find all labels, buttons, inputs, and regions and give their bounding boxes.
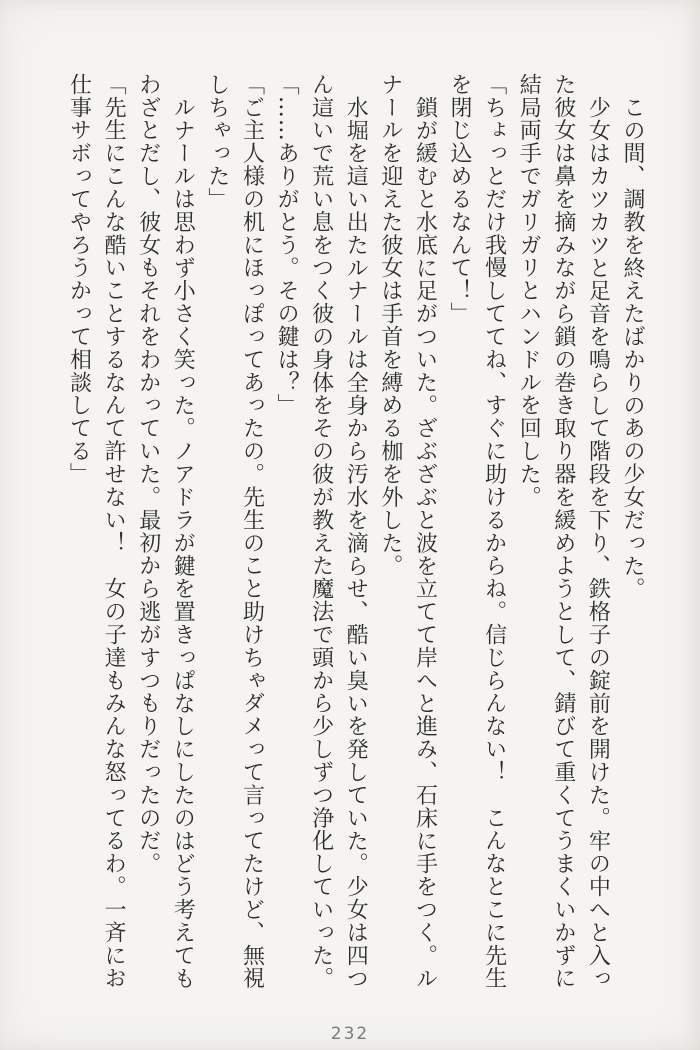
paragraph-7-dialogue: 「ご主人様の机にほっぽってあったの。先生のこと助けちゃダメって言ってたけど、無視しちゃった」 <box>204 73 265 990</box>
paragraph-3-dialogue: 「ちょっとだけ我慢しててね、すぐに助けるからね。信じらんない！ こんなとこに先生を閉じ込めるなんて！」 <box>447 73 507 990</box>
paragraph-9-dialogue: 「先生にこんな酷いことするなんて許せない！ 女の子達もみんな怒ってるわ。一斉にお仕事サボってやろうかって相談してる」 <box>66 73 127 990</box>
paragraph-1: この間、調教を終えたばかりのあの少女だった。 <box>620 95 645 601</box>
body-text <box>60 73 649 991</box>
paragraph-8: ルナールは思わず小さく笑った。ノアドラが鍵を置きっぱなしにしたのはどう考えてもわざとだし、彼女もそれをわかっていた。最初から逃がすつもりだったのだ。 <box>135 73 196 990</box>
paragraph-2: 少女はカツカツと足音を鳴らして階段を下り、鉄格子の錠前を開けた。牢の中へと入った彼女は鼻を摘みながら鎖の巻き取り器を緩めようとして、錆びて重くてうまくいかずに結局両手でガリガリとハンドルを回した。 <box>516 73 611 990</box>
page-number: 232 <box>330 1024 370 1044</box>
paragraph-5: 水堀を這い出たルナールは全身から汚水を滴らせ、酷い臭いを発していた。少女は四つん這いで荒い息をつく彼の身体をその彼が教えた魔法で頭から少しずつ浄化していった。 <box>308 73 369 990</box>
paragraph-4: 鎖が緩むと水底に足がついた。ざぶざぶと波を立てて岸へと進み、石床に手をつく。ルナールを迎えた彼女は手首を縛める枷を外した。 <box>377 73 438 990</box>
paragraph-6-dialogue: 「……ありがとう。その鍵は？」 <box>274 73 300 417</box>
